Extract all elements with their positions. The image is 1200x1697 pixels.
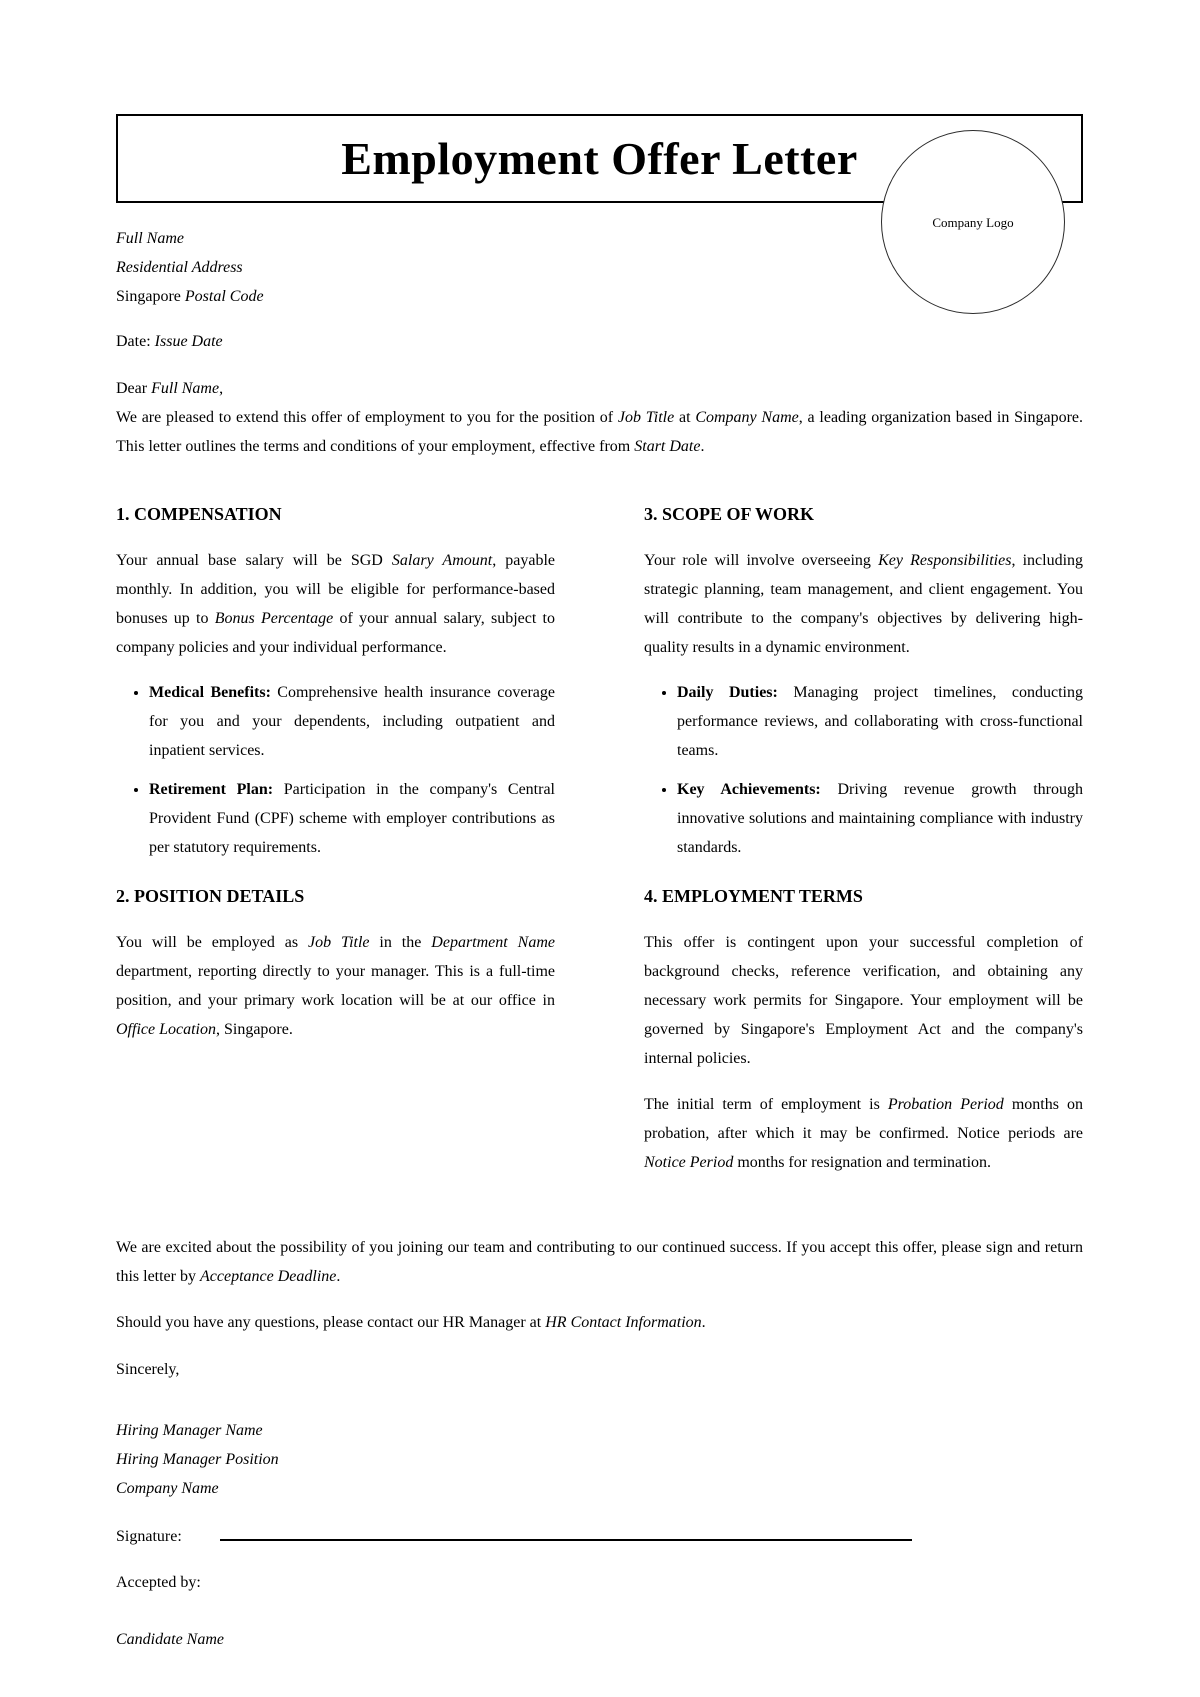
contact-paragraph: Should you have any questions, please contact our HR Manager at HR Contact Information. [116, 1314, 706, 1331]
right-column [644, 500, 1083, 1177]
list-item: • Key Achievements: Driving revenue growth through innovative solutions and maintaining compliance with industry standards. [677, 775, 1083, 862]
signature-block [116, 1416, 1083, 1503]
recipient-city-postal: Singapore Postal Code [116, 288, 264, 305]
compensation-bullet-list [116, 678, 555, 862]
two-column-body [116, 500, 1083, 1177]
list-item: • Retirement Plan: Participation in the company's Central Provident Fund (CPF) scheme with employer contributions as per statutory requirements. [149, 775, 555, 862]
section-heading-employment-terms: 4. EMPLOYMENT TERMS [644, 886, 863, 906]
hiring-manager-name: Hiring Manager Name [116, 1422, 263, 1439]
position-details-paragraph: You will be employed as Job Title in the Department Name department, reporting directly to your manager. This is a full-time position, and your primary work location will be at our office in Office Location, Singapore. [116, 934, 555, 1038]
list-item: • Medical Benefits: Comprehensive health insurance coverage for you and your dependents, including outpatient and inpatient services. [149, 678, 555, 765]
page-title: Employment Offer Letter [341, 132, 858, 184]
company-logo [881, 130, 1065, 314]
recipient-address: Residential Address [116, 259, 243, 276]
salutation: Dear Full Name, [116, 380, 224, 397]
candidate-name: Candidate Name [116, 1631, 224, 1648]
section-employment-terms [644, 882, 1083, 1177]
accepted-by-label: Accepted by: [116, 1574, 201, 1591]
recipient-name: Full Name [116, 230, 184, 247]
section-heading-scope-of-work: 3. SCOPE OF WORK [644, 504, 815, 524]
closing-paragraph: We are excited about the possibility of you joining our team and contributing to our continued success. If you accept this offer, please sign and return this letter by Acceptance Deadline. [116, 1239, 1083, 1285]
employment-terms-paragraph-1: This offer is contingent upon your successful completion of background checks, reference verification, and obtaining any necessary work permits for Singapore. Your employment will be governed by Singapore's Employment Act and the company's internal policies. [644, 934, 1083, 1067]
hiring-manager-position: Hiring Manager Position [116, 1451, 279, 1468]
list-item: • Daily Duties: Managing project timelines, conducting performance reviews, and collaborating with cross-functional teams. [677, 678, 1083, 765]
scope-of-work-paragraph: Your role will involve overseeing Key Responsibilities, including strategic planning, team management, and client engagement. You will contribute to the company's objectives by delivering high-quality results in a dynamic environment. [644, 552, 1084, 656]
signature-line [220, 1527, 912, 1541]
intro-paragraph: We are pleased to extend this offer of employment to you for the position of Job Title at Company Name, a leading organization based in Singapore. This letter outlines the terms and conditions of your employment, effective from Start Date. [116, 409, 1084, 455]
section-scope-of-work [644, 500, 1083, 862]
section-heading-position-details: 2. POSITION DETAILS [116, 886, 305, 906]
hiring-manager-company: Company Name [116, 1480, 219, 1497]
section-compensation [116, 500, 555, 862]
sign-off: Sincerely, [116, 1361, 180, 1378]
left-column [116, 500, 555, 1177]
compensation-paragraph: Your annual base salary will be SGD Salary Amount, payable monthly. In addition, you will be eligible for performance-based bonuses up to Bonus Percentage of your annual salary, subject to company policies and your individual performance. [116, 552, 555, 656]
section-position-details [116, 882, 555, 1044]
employment-terms-paragraph-2: The initial term of employment is Probation Period months on probation, after which it may be confirmed. Notice periods are Notice Period months for resignation and termination. [644, 1096, 1083, 1171]
date-line: Date: Issue Date [116, 333, 223, 350]
signature-label: Signature: [116, 1528, 182, 1545]
section-heading-compensation: 1. COMPENSATION [116, 504, 282, 524]
company-logo-label: Company Logo [932, 214, 1014, 230]
signature-row [116, 1522, 1083, 1551]
scope-of-work-bullet-list [644, 678, 1083, 862]
